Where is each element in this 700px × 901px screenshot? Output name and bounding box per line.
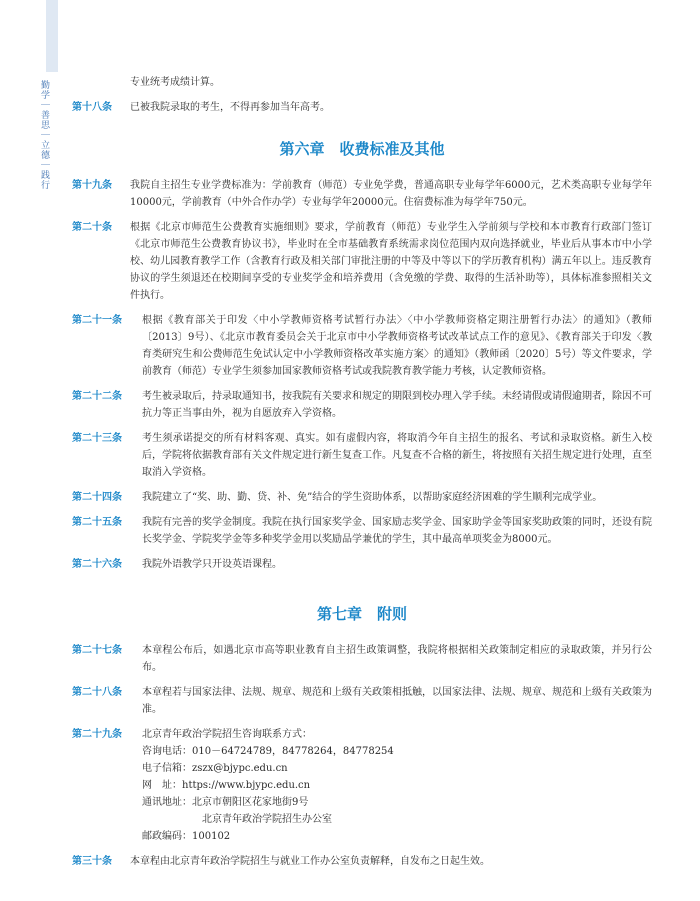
article-text: 考生须承诺提交的所有材料客观、真实。如有虚假内容，将取消今年自主招生的报名、考试和录取资格。新生入校后，学院将依据教育部有关文件规定进行新生复查工作。凡复查不合格的新生，将按照有关招生规定进行处理，直至取消入学资格。	[142, 433, 652, 478]
article-23	[72, 430, 652, 481]
article-text: 我院自主招生专业学费标准为：学前教育（师范）专业免学费，普通高职专业每学年6000元，艺术类高职专业每学年10000元，学前教育（中外合作办学）专业每学年20000元。住宿费标准为每学年750元。	[130, 180, 652, 208]
contact-address: 通讯地址：北京市朝阳区花家地街9号	[142, 797, 309, 808]
sidebar-decoration	[46, 0, 58, 72]
article-28	[72, 684, 652, 718]
article-text: 我院外语教学只开设英语课程。	[142, 559, 282, 570]
article-21	[72, 312, 652, 380]
article-text: 根据《北京市师范生公费教育实施细则》要求，学前教育（师范）专业学生入学前须与学校和本市教育行政部门签订《北京市师范生公费教育协议书》，毕业时在全市基础教育系统需求岗位范围内双向选择就业，毕业后从事本市中小学校、幼儿园教育教学工作（含教育行政及相关部门审批注册的中等及中等以下的学历教育机构）满五年以上。违反教育协议的学生须退还在校期间享受的专业奖学金和培养费用（含免缴的学费、取得的生活补助等），具体标准参照相关文件执行。	[130, 222, 652, 301]
contact-email: 电子信箱：zszx@bjypc.edu.cn	[142, 763, 288, 774]
contact-info	[142, 726, 652, 845]
article-label: 第三十条	[72, 856, 112, 867]
article-text: 本章程由北京青年政治学院招生与就业工作办公室负责解释，自发布之日起生效。	[130, 856, 490, 867]
article-24	[72, 489, 652, 506]
article-label: 第十八条	[72, 102, 112, 113]
article-text: 考生被录取后，持录取通知书，按我院有关要求和规定的期限到校办理入学手续。未经请假或请假逾期者，除因不可抗力等正当事由外，视为自愿放弃入学资格。	[142, 391, 652, 419]
article-19	[72, 177, 652, 211]
chapter-7-title: 第七章 附则	[316, 605, 407, 623]
continued-text: 专业统考成绩计算。	[130, 77, 220, 88]
sidebar-motto: 勤学｜善思｜立德｜践行	[39, 80, 49, 190]
article-label: 第二十一条	[72, 315, 122, 326]
article-label: 第二十七条	[72, 645, 122, 656]
article-text: 我院有完善的奖学金制度。我院在执行国家奖学金、国家励志奖学金、国家助学金等国家奖助政策的同时，还设有院长奖学金、学院奖学金等多种奖学金用以奖励品学兼优的学生，其中最高单项奖金为8000元。	[142, 517, 652, 545]
article-label: 第二十八条	[72, 687, 122, 698]
article-label: 第二十四条	[72, 492, 122, 503]
article-text: 本章程公布后，如遇北京市高等职业教育自主招生政策调整，我院将根据相关政策制定相应的录取政策，并另行公布。	[142, 645, 652, 673]
chapter-6-title: 第六章 收费标准及其他	[279, 140, 445, 158]
article-text: 本章程若与国家法律、法规、规章、规范和上级有关政策相抵触，以国家法律、法规、规章、规范和上级有关政策为准。	[142, 687, 652, 715]
article-30	[72, 853, 652, 870]
article-text: 我院建立了“奖、助、勤、贷、补、免”结合的学生资助体系，以帮助家庭经济困难的学生顺利完成学业。	[142, 492, 603, 503]
document-body	[72, 74, 652, 878]
article-text: 已被我院录取的考生，不得再参加当年高考。	[130, 102, 330, 113]
contact-website: 网 址：https://www.bjypc.edu.cn	[142, 780, 311, 791]
article-label: 第二十条	[72, 222, 112, 233]
article-label: 第二十九条	[72, 729, 122, 740]
article-27	[72, 642, 652, 676]
article-18	[72, 99, 652, 116]
contact-office: 北京青年政治学院招生办公室	[202, 814, 332, 825]
article-label: 第十九条	[72, 180, 112, 191]
article-text: 根据《教育部关于印发〈中小学教师资格考试暂行办法〉〈中小学教师资格定期注册暂行办法〉的通知》（教师〔2013〕9号）、《北京市教育委员会关于北京市中小学教师资格考试改革试点工作的意见》、《教育部关于印发〈教育类研究生和公费师范生免试认定中小学教师资格改革实施方案〉的通知》（教师函〔2020〕5号）等文件要求，学前教育（师范）专业学生须参加国家教师资格考试或我院教育教学能力考核，认定教师资格。	[142, 315, 652, 377]
contact-phone: 咨询电话：010－64724789，84778264，84778254	[142, 746, 394, 757]
contact-intro: 北京青年政治学院招生咨询联系方式：	[142, 729, 312, 740]
article-26	[72, 556, 652, 573]
article-22	[72, 388, 652, 422]
contact-postcode: 邮政编码：100102	[142, 831, 231, 842]
article-label: 第二十六条	[72, 559, 122, 570]
article-label: 第二十二条	[72, 391, 122, 402]
article-29	[72, 726, 652, 845]
article-25	[72, 514, 652, 548]
article-label: 第二十五条	[72, 517, 122, 528]
article-20	[72, 219, 652, 304]
article-label: 第二十三条	[72, 433, 122, 444]
